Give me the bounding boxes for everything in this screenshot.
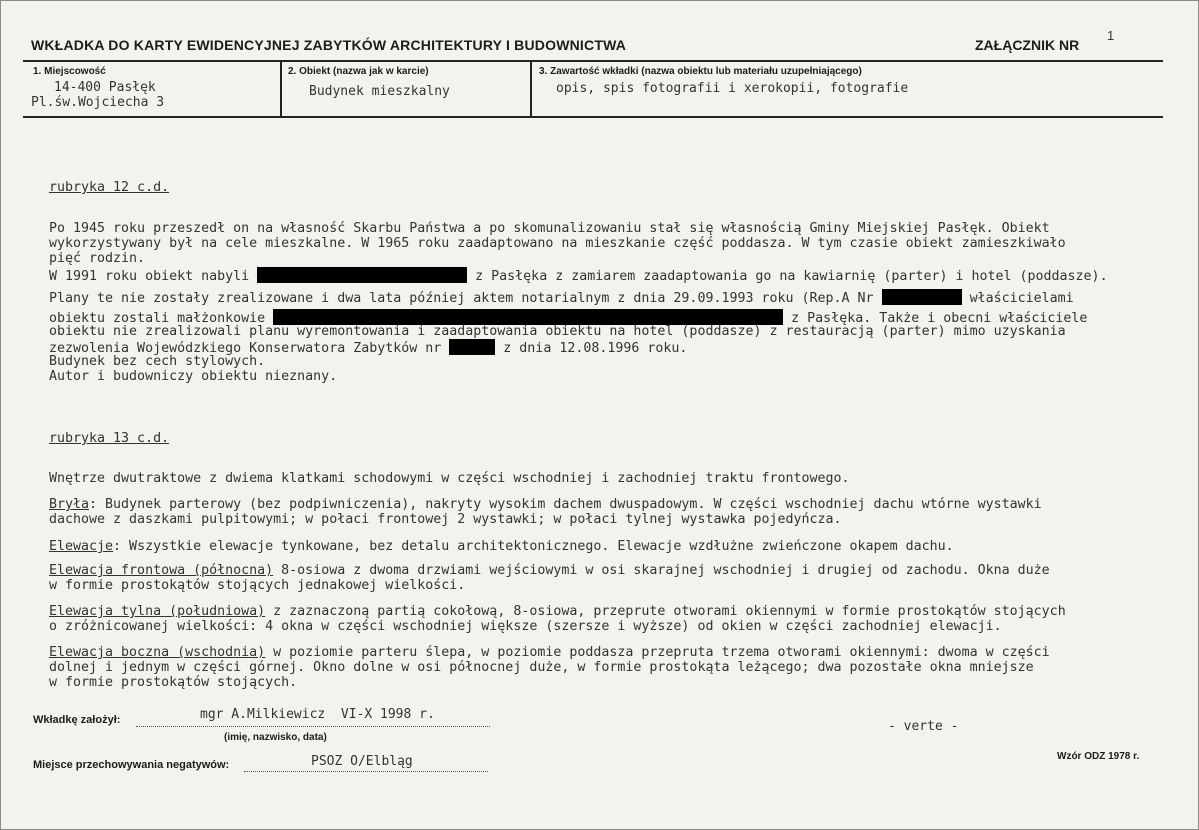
locality-line-1: 14-400 Pasłęk (54, 80, 156, 95)
text-fragment: obiektu zostali małżonkowie (49, 311, 274, 326)
section-12-heading: rubryka 12 c.d. (49, 180, 170, 195)
boczna-line-3: w formie prostokątów stojących. (49, 675, 298, 690)
section-12-line: obiektu nie zrealizowali planu wyremontowania i zaadaptowania obiektu na hotel (poddasze) z restauracją (parter) mimo uzyskania (49, 324, 1066, 339)
text-fragment: właścicielami (961, 291, 1074, 306)
text-fragment: W 1991 roku obiekt nabyli (49, 269, 258, 284)
tylna-line-1 (49, 604, 1066, 619)
section-12-line (49, 289, 1074, 306)
bryla-line-2: dachowe z daszkami pulpitowymi; w połaci frontowej 2 wystawki; w połaci tylnej wystawka pojedyńcza. (49, 512, 842, 527)
author-hint: (imię, nazwisko, data) (224, 732, 327, 743)
frontowa-line-1 (49, 563, 1050, 578)
tylna-label: Elewacja tylna (południowa) (49, 604, 266, 619)
storage-label: Miejsce przechowywania negatywów: (33, 759, 230, 771)
elewacje-line-1 (49, 539, 954, 554)
locality-line-2: Pl.św.Wojciecha 3 (31, 95, 165, 110)
form-title: WKŁADKA DO KARTY EWIDENCYJNEJ ZABYTKÓW ARCHITEKTURY I BUDOWNICTWA (31, 37, 627, 53)
header-rule-bottom (23, 116, 1163, 118)
text-fragment: z dnia 12.08.1996 roku. (495, 341, 688, 356)
text-fragment: : Wszystkie elewacje tynkowane, bez detalu architektonicznego. Elewacje wzdłużne zwieńczone okapem dachu. (113, 539, 954, 554)
section-12-line: pięć rodzin. (49, 251, 146, 266)
text-fragment: z zaznaczoną partią cokołową, 8-osiowa, przeprute otworami okiennymi w formie prostokątów stojących (265, 604, 1066, 619)
column-divider-1 (280, 62, 282, 116)
contents-value: opis, spis fotografii i xerokopii, fotografie (556, 81, 909, 96)
frontowa-line-2: w formie prostokątów stojących jednakowej wielkości. (49, 578, 466, 593)
frontowa-label: Elewacja frontowa (północna) (49, 563, 274, 578)
section-12-line: Po 1945 roku przeszedł on na własność Skarbu Państwa a po skomunalizowaniu stał się własnością Gminy Miejskiej Pasłęk. Obiekt (49, 221, 1050, 236)
header-rule-top (23, 60, 1163, 62)
storage-value: PSOZ O/Elbląg (311, 754, 413, 769)
section-12-line (49, 267, 1108, 284)
tylna-line-2: o zróżnicowanej wielkości: 4 okna w części wschodniej większe (szersze i wyższe) od okien w części zachodniej elewacji. (49, 619, 1002, 634)
text-fragment: w poziomie parteru ślepa, w poziomie poddasza przepruta trzema otworami okiennymi: dwoma w części (265, 645, 1050, 660)
locality-heading: 1. Miejscowość (33, 66, 106, 77)
text-fragment: Plany te nie zostały zrealizowane i dwa lata później aktem notarialnym z dnia 29.09.1993 roku (Rep.A Nr (49, 291, 882, 306)
redaction-bar (273, 309, 783, 325)
storage-dotted-line (244, 771, 488, 772)
redaction-bar (882, 289, 962, 305)
object-heading: 2. Obiekt (nazwa jak w karcie) (288, 66, 429, 77)
boczna-label: Elewacja boczna (wschodnia) (49, 645, 266, 660)
form-code: Wzór ODZ 1978 r. (1057, 751, 1140, 762)
boczna-line-2: dolnej i jednym w części górnej. Okno dolne w osi północnej duże, w formie prostokąta leżącego; dwa pozostałe okna mniejsze (49, 660, 1034, 675)
author-dotted-line (136, 726, 490, 727)
elewacje-label: Elewacje (49, 539, 114, 554)
bryla-label: Bryła (49, 497, 90, 512)
boczna-line-1 (49, 645, 1050, 660)
section-13-heading: rubryka 13 c.d. (49, 431, 170, 446)
object-value: Budynek mieszkalny (309, 84, 450, 99)
text-fragment: 8-osiowa z dwoma drzwiami wejściowymi w osi skarajnej wschodniej i drugiej od zachodu. Okna duże (273, 563, 1050, 578)
interior-description: Wnętrze dwutraktowe z dwiema klatkami schodowymi w części wschodniej i zachodniej traktu frontowego. (49, 471, 850, 486)
text-fragment: zezwolenia Wojewódzkiego Konserwatora Zabytków nr (49, 341, 450, 356)
section-12-line: Budynek bez cech stylowych. (49, 354, 266, 369)
bryla-line-1 (49, 497, 1042, 512)
section-12-line: Autor i budowniczy obiektu nieznany. (49, 369, 338, 384)
text-fragment: : Budynek parterowy (bez podpiwniczenia), nakryty wysokim dachem dwuspadowym. W części wschodniej dachu wtórne wystawki (89, 497, 1042, 512)
section-12-line: wykorzystywany był na cele mieszkalne. W 1965 roku zaadaptowano na mieszkanie część poddasza. W tym czasie obiekt zamieszkiwało (49, 236, 1066, 251)
text-fragment: z Pasłęka z zamiarem zaadaptowania go na kawiarnię (parter) i hotel (poddasze). (467, 269, 1108, 284)
author-value: mgr A.Milkiewicz VI-X 1998 r. (200, 707, 435, 722)
contents-heading: 3. Zawartość wkładki (nazwa obiektu lub materiału uzupełniającego) (539, 66, 862, 77)
column-divider-2 (530, 62, 532, 116)
text-fragment: z Pasłęka. Także i obecni właściciele (783, 311, 1088, 326)
redaction-bar (257, 267, 467, 283)
verte-note: - verte - (888, 719, 959, 734)
author-label: Wkładkę założył: (33, 714, 121, 726)
annex-label: ZAŁĄCZNIK NR (975, 37, 1080, 53)
redaction-bar (449, 339, 495, 355)
annex-number: 1 (1107, 28, 1115, 43)
